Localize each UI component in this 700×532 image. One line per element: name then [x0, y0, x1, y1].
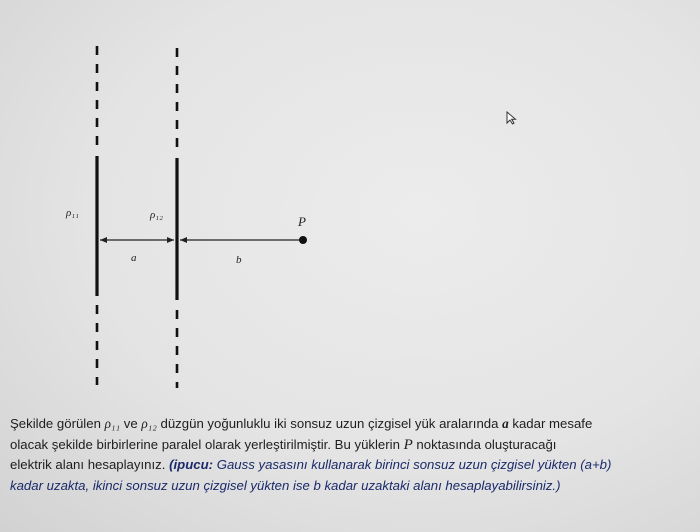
rho2-symbol: ρ₁₂	[141, 416, 157, 431]
b-label: b	[236, 254, 242, 266]
rho1-symbol: ρ₁₁	[104, 416, 121, 431]
rho2-label: ρ₁₂	[150, 209, 163, 221]
hint-label: (ipucu:	[169, 457, 214, 472]
point-p-dot	[299, 236, 307, 244]
rho1-label: ρ₁₁	[66, 207, 79, 219]
question-line-2: olacak şekilde birbirlerine paralel olarak yerleştirilmiştir. Bu yüklerin P noktasında oluşturacağı	[10, 436, 557, 453]
dimension-arrow-a	[100, 237, 174, 243]
hint-text-2: kadar uzakta, ikinci sonsuz uzun çizgisel yükten ise b kadar uzaktaki alanı hesaplayabilirsiniz.)	[10, 477, 561, 493]
question-line-1: Şekilde görülen ρ₁₁ ve ρ₁₂ düzgün yoğunluklu iki sonsuz uzun çizgisel yük aralarında a kadar mesafe	[10, 416, 593, 431]
p-symbol: P	[403, 436, 413, 453]
p-label: P	[298, 214, 306, 229]
dimension-arrow-b	[180, 237, 302, 243]
hint-text-1: Gauss yasasını kullanarak birinci sonsuz uzun çizgisel yükten (a+b)	[213, 457, 612, 472]
a-label: a	[131, 252, 137, 264]
question-text	[10, 414, 690, 496]
question-line-3: elektrik alanı hesaplayınız. (ipucu: Gauss yasasını kullanarak birinci sonsuz uzun çizgisel yükten (a+b)	[10, 457, 612, 472]
a-symbol: a	[502, 416, 509, 431]
mouse-cursor-icon	[506, 111, 520, 125]
question-line-4	[10, 476, 690, 497]
